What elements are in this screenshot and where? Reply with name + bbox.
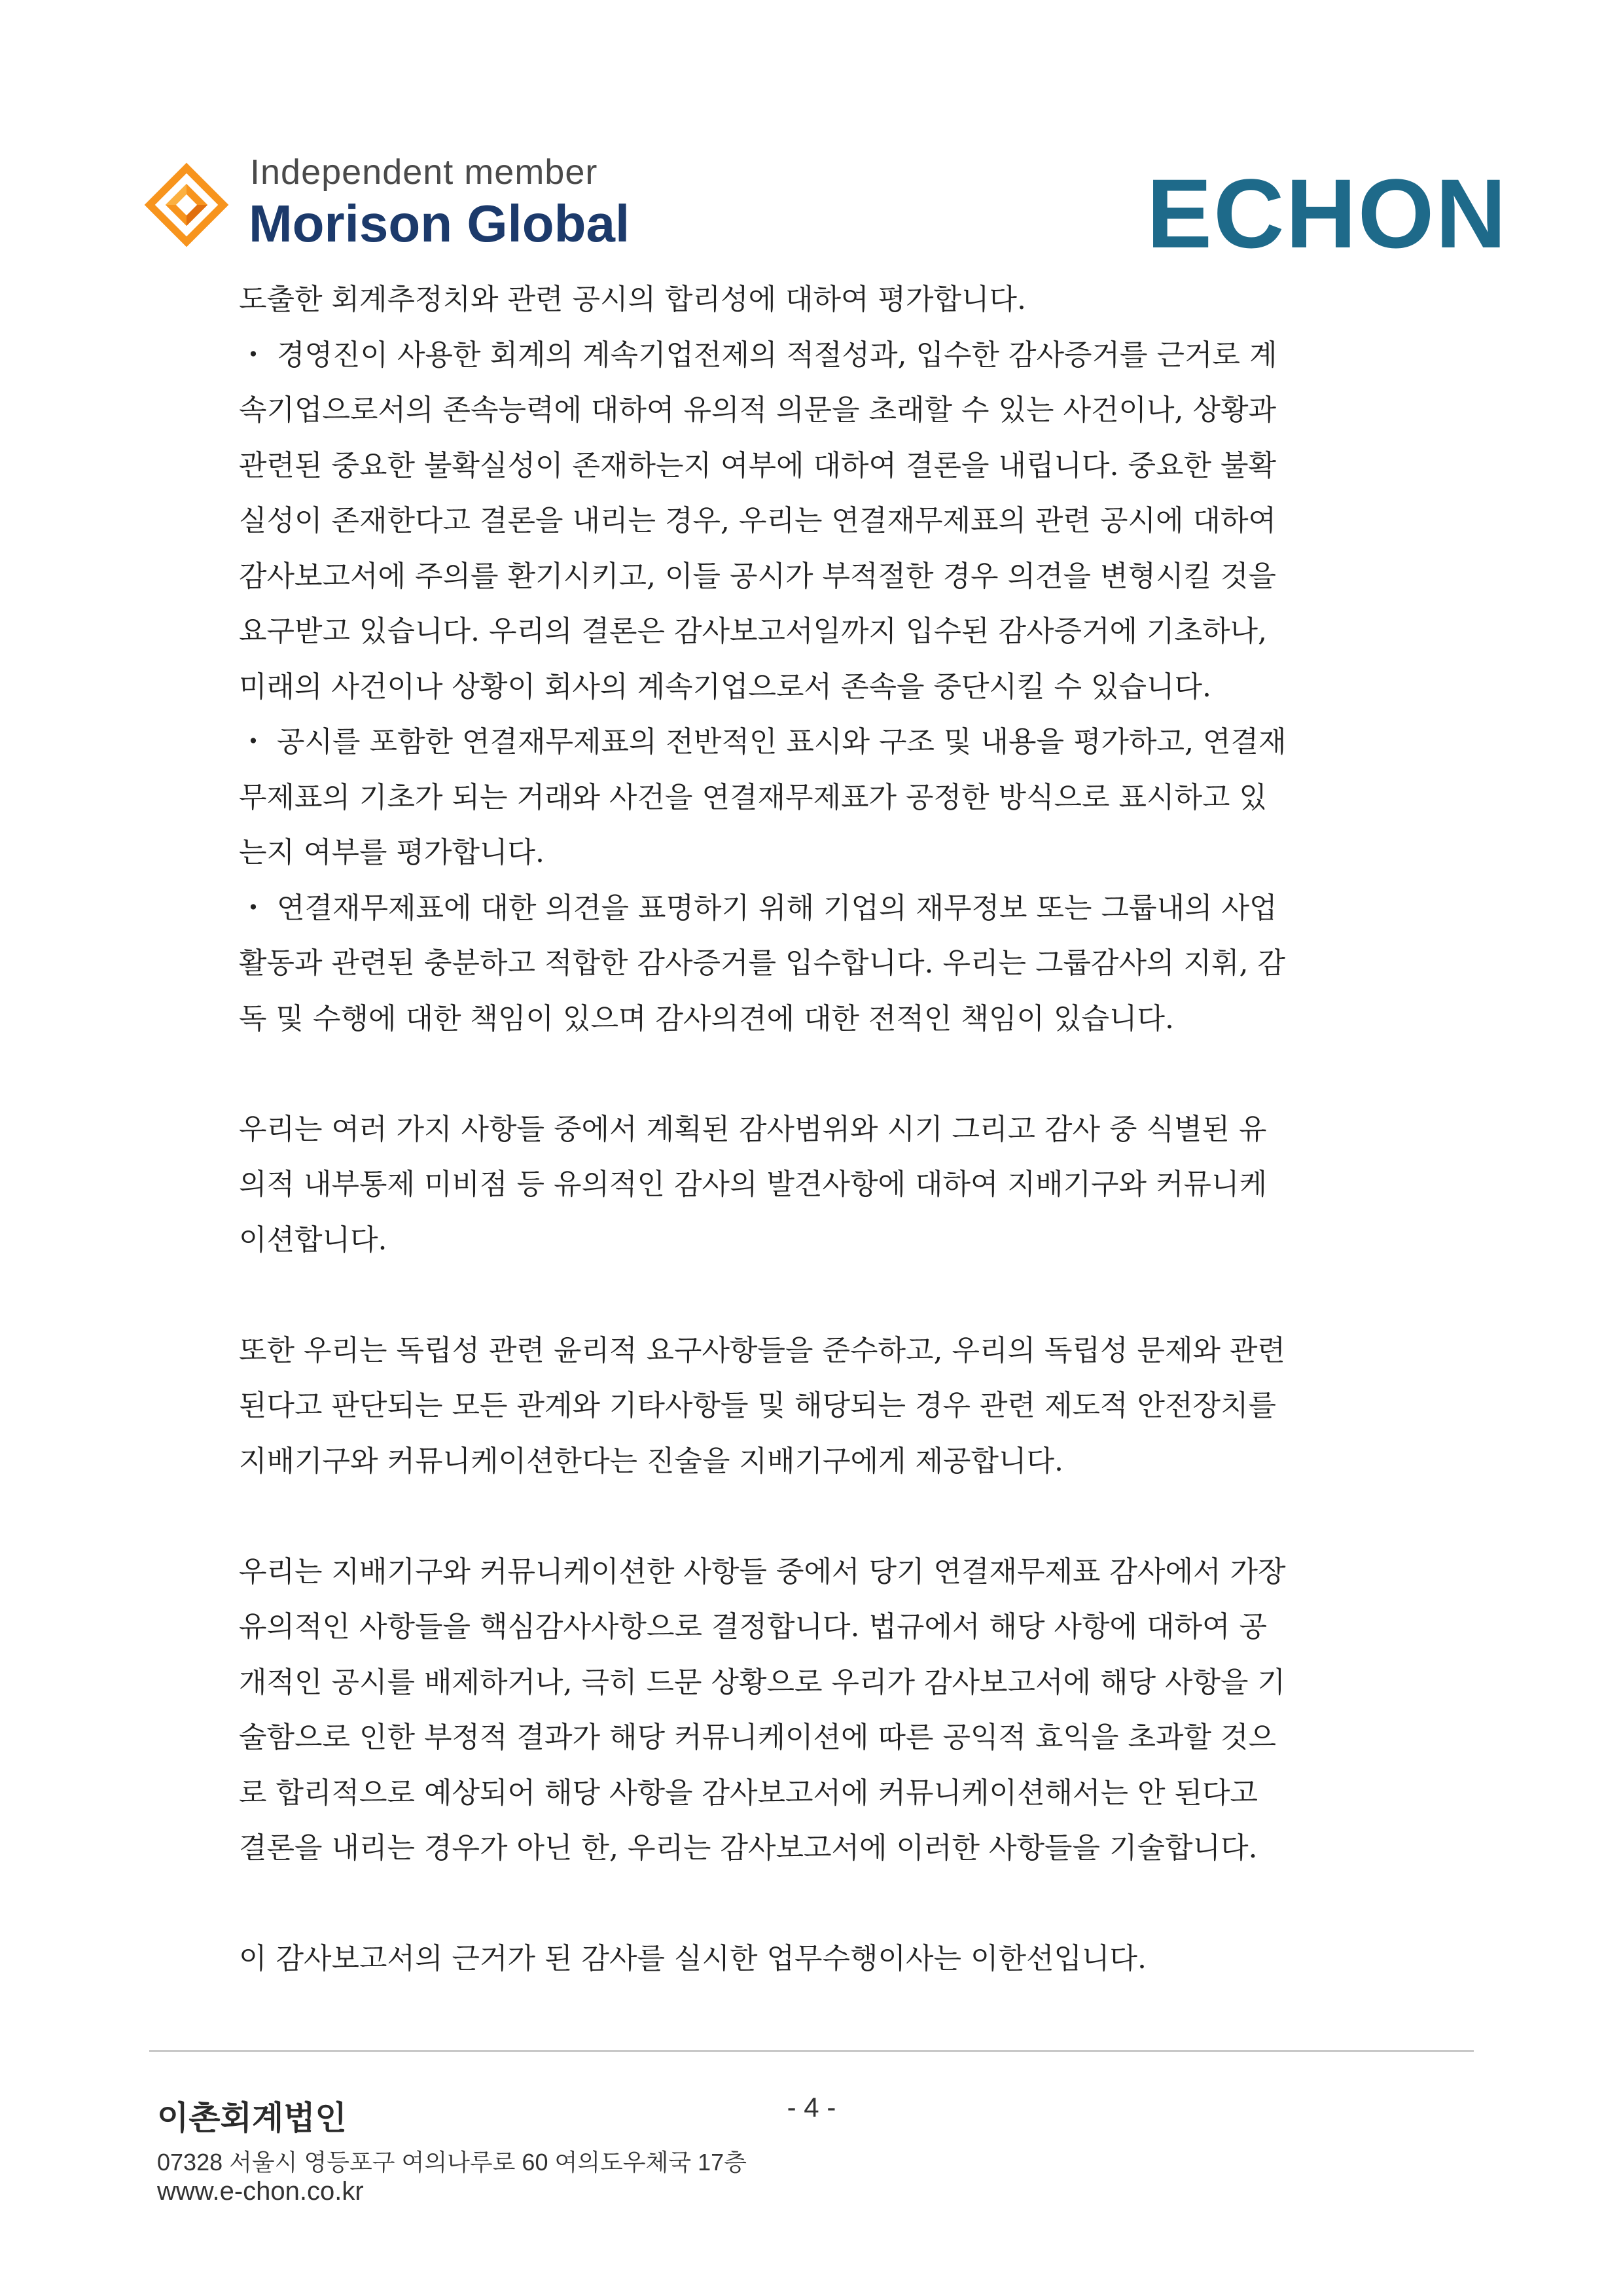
body-line: 우리는 여러 가지 사항들 중에서 계획된 감사범위와 시기 그리고 감사 중 식별된 유 [239, 1112, 1267, 1146]
body-line: 로 합리적으로 예상되어 해당 사항을 감사보고서에 커뮤니케이션해서는 안 된다고 [239, 1776, 1258, 1810]
document-body [239, 272, 1423, 1987]
paragraph-gap [239, 1876, 1423, 1932]
footer-website[interactable]: www.e-chon.co.kr [157, 2177, 364, 2206]
body-line: 유의적인 사항들을 핵심감사사항으로 결정합니다. 법규에서 해당 사항에 대하여 공 [239, 1610, 1268, 1643]
body-line: 이 감사보고서의 근거가 된 감사를 실시한 업무수행이사는 이한선입니다. [239, 1942, 1147, 1975]
footer-firm-name: 이촌회계법인 [157, 2100, 347, 2136]
body-line: 또한 우리는 독립성 관련 윤리적 요구사항들을 준수하고, 우리의 독립성 문제와 관련 [239, 1333, 1285, 1367]
body-line: 감사보고서에 주의를 환기시키고, 이들 공시가 부적절한 경우 의견을 변형시킬 것을 [239, 559, 1276, 593]
morison-brand-name: Morison Global [249, 194, 630, 253]
paragraph-gap [239, 1047, 1423, 1102]
body-line: 된다고 판단되는 모든 관계와 기타사항들 및 해당되는 경우 관련 제도적 안전장치를 [239, 1389, 1276, 1422]
page-header [0, 0, 1623, 275]
body-line: 관련된 중요한 불확실성이 존재하는지 여부에 대하여 결론을 내립니다. 중요한 불확 [239, 448, 1276, 482]
body-line: 지배기구와 커뮤니케이션한다는 진술을 지배기구에게 제공합니다. [239, 1444, 1064, 1478]
footer-address: 07328 서울시 영등포구 여의나루로 60 여의도우체국 17층 [157, 2149, 747, 2176]
body-line: 속기업으로서의 존속능력에 대하여 유의적 의문을 초래할 수 있는 사건이나, 상황과 [239, 393, 1276, 427]
body-line: ・ 연결재무제표에 대한 의견을 표명하기 위해 기업의 재무정보 또는 그룹내의 사업 [239, 891, 1277, 925]
body-line: 무제표의 기초가 되는 거래와 사건을 연결재무제표가 공정한 방식으로 표시하고 있 [239, 780, 1268, 814]
body-line: ・ 경영진이 사용한 회계의 계속기업전제의 적절성과, 입수한 감사증거를 근거로 계 [239, 338, 1277, 372]
echon-logo: ECHON [1147, 158, 1508, 268]
footer-divider [149, 2050, 1474, 2052]
body-line: 개적인 공시를 배제하거나, 극히 드문 상황으로 우리가 감사보고서에 해당 사항을 기 [239, 1665, 1285, 1699]
body-line: 실성이 존재한다고 결론을 내리는 경우, 우리는 연결재무제표의 관련 공시에 대하여 [239, 504, 1276, 537]
paragraph-gap [239, 1268, 1423, 1323]
morison-global-logo-icon [143, 161, 230, 249]
paragraph-gap [239, 1489, 1423, 1545]
body-line: 미래의 사건이나 상황이 회사의 계속기업으로서 존속을 중단시킬 수 있습니다. [239, 670, 1212, 704]
body-line: 요구받고 있습니다. 우리의 결론은 감사보고서일까지 입수된 감사증거에 기초하나, [239, 615, 1268, 648]
body-line: 의적 내부통제 미비점 등 유의적인 감사의 발견사항에 대하여 지배기구와 커뮤니케 [239, 1168, 1268, 1201]
page-number: - 4 - [787, 2092, 836, 2123]
body-line: ・ 공시를 포함한 연결재무제표의 전반적인 표시와 구조 및 내용을 평가하고, 연결재 [239, 725, 1287, 759]
morison-tagline: Independent member [250, 152, 598, 192]
body-line: 우리는 지배기구와 커뮤니케이션한 사항들 중에서 당기 연결재무제표 감사에서 가장 [239, 1554, 1286, 1588]
body-line: 결론을 내리는 경우가 아닌 한, 우리는 감사보고서에 이러한 사항들을 기술합니다. [239, 1831, 1258, 1865]
body-line: 는지 여부를 평가합니다. [239, 836, 544, 869]
body-line: 도출한 회계추정치와 관련 공시의 합리성에 대하여 평가합니다. [239, 283, 1027, 316]
body-line: 이션합니다. [239, 1223, 387, 1257]
body-line: 활동과 관련된 충분하고 적합한 감사증거를 입수합니다. 우리는 그룹감사의 지휘, 감 [239, 946, 1285, 980]
body-line: 독 및 수행에 대한 책임이 있으며 감사의견에 대한 전적인 책임이 있습니다. [239, 1001, 1174, 1035]
body-line: 술함으로 인한 부정적 결과가 해당 커뮤니케이션에 따른 공익적 효익을 초과할 것으 [239, 1721, 1276, 1754]
